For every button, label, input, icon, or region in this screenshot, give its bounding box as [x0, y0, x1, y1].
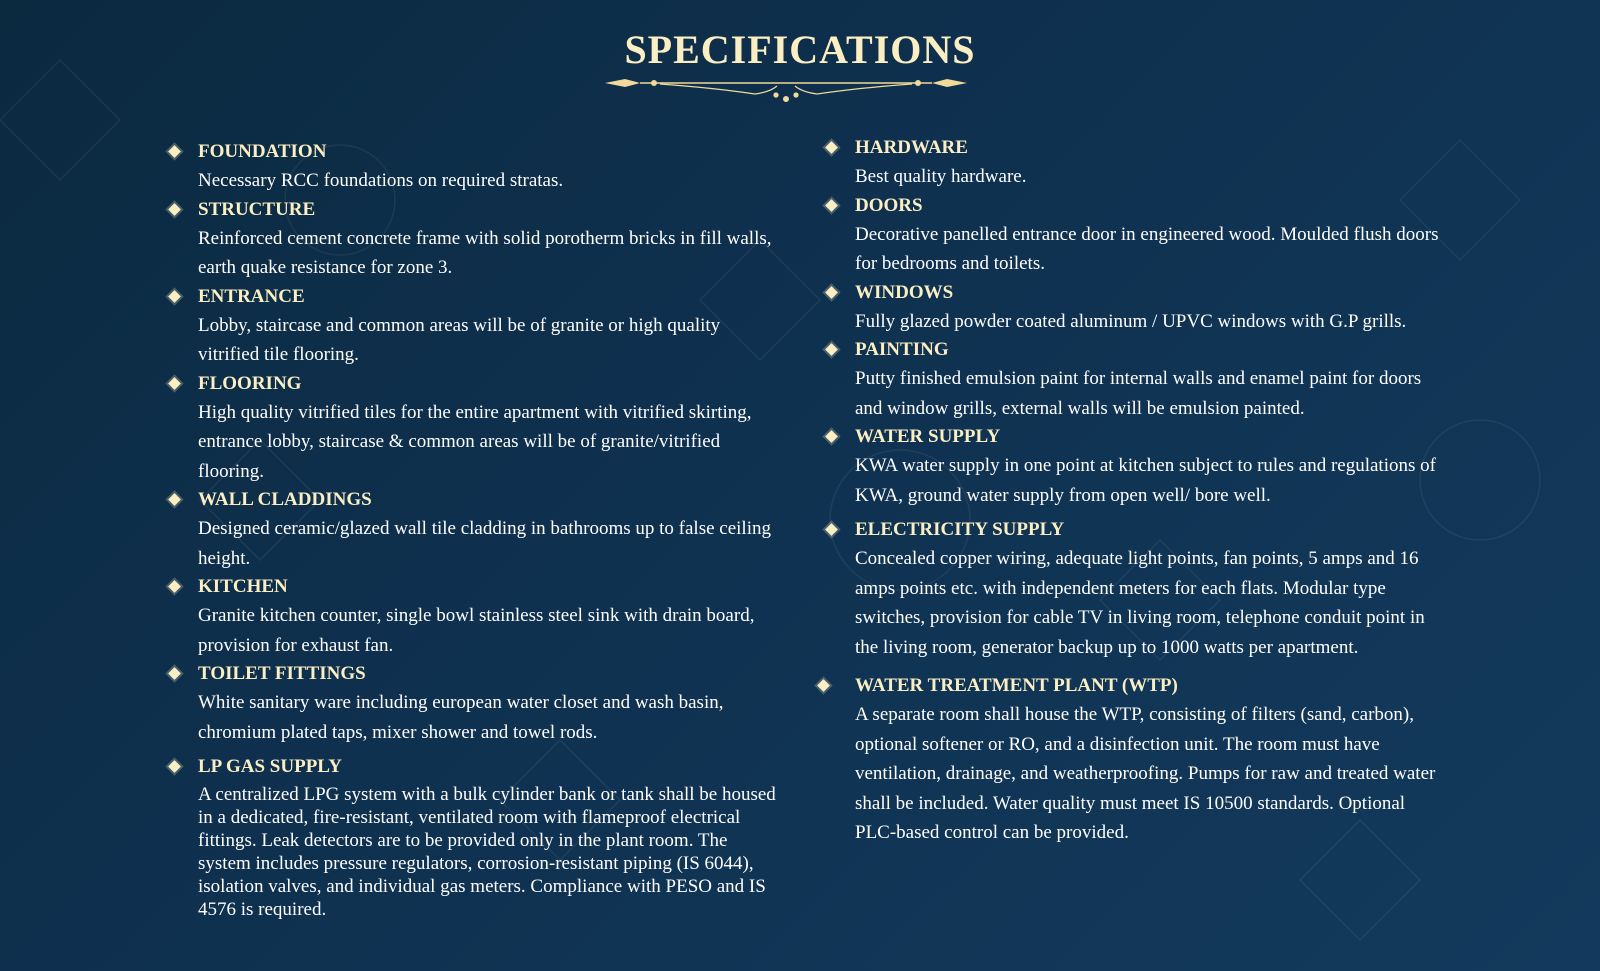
- diamond-bullet-icon: [825, 523, 838, 536]
- diamond-bullet-icon: [825, 343, 838, 356]
- spec-title: KITCHEN: [198, 576, 288, 597]
- diamond-bullet-icon: [168, 290, 181, 303]
- spec-description: High quality vitrified tiles for the entire apartment with vitrified skirting, entrance lobby, staircase & common areas will be of granite/vitrified flooring.: [198, 401, 752, 482]
- spec-description: Decorative panelled entrance door in engineered wood. Moulded flush doors for bedrooms and toilets.: [855, 223, 1439, 274]
- spec-item-foundation: [168, 138, 778, 196]
- diamond-bullet-icon: [168, 667, 181, 680]
- spec-item-hardware: [825, 134, 1445, 192]
- spec-description: Designed ceramic/glazed wall tile cladding in bathrooms up to false ceiling height.: [198, 518, 771, 569]
- spec-title: WALL CLADDINGS: [198, 489, 372, 510]
- spec-description: Reinforced cement concrete frame with solid porotherm bricks in fill walls, earth quake resistance for zone 3.: [198, 227, 772, 278]
- spec-description: Lobby, staircase and common areas will be of granite or high quality vitrified tile flooring.: [198, 314, 721, 365]
- spec-description: Best quality hardware.: [855, 166, 1027, 187]
- diamond-bullet-icon: [825, 430, 838, 443]
- spec-title: PAINTING: [855, 339, 949, 360]
- spec-item-doors: [825, 192, 1445, 279]
- diamond-bullet-icon: [168, 760, 181, 773]
- spec-title: FLOORING: [198, 372, 302, 394]
- diamond-bullet-icon: [168, 493, 181, 506]
- page-title: SPECIFICATIONS: [624, 27, 976, 72]
- spec-title: HARDWARE: [855, 137, 968, 158]
- spec-description: White sanitary ware including european water closet and wash basin, chromium plated taps, mixer shower and towel rods.: [198, 692, 724, 743]
- spec-item-wall-claddings: [168, 486, 778, 573]
- spec-title: STRUCTURE: [198, 198, 316, 220]
- spec-item-water-supply: [825, 423, 1445, 510]
- spec-title: LP GAS SUPPLY: [198, 756, 342, 777]
- right-specs-column: [825, 134, 1445, 848]
- spec-title: ENTRANCE: [198, 285, 305, 307]
- spec-item-electricity-supply: [825, 516, 1445, 662]
- left-specs-column: [168, 138, 778, 921]
- spec-description: Necessary RCC foundations on required stratas.: [198, 170, 564, 191]
- diamond-bullet-icon: [825, 286, 838, 299]
- spec-description: A separate room shall house the WTP, consisting of filters (sand, carbon), optional softener or RO, and a disinfection unit. The room must have ventilation, drainage, and weatherproofing. Pumps for raw and treated water shall be included. Water quality must meet IS 10500 standards. Optional PLC-based control can be provided.: [855, 704, 1436, 843]
- spec-description: Granite kitchen counter, single bowl stainless steel sink with drain board, provision for exhaust fan.: [198, 605, 755, 656]
- spec-item-toilet-fittings: [168, 660, 778, 747]
- spec-title: TOILET FITTINGS: [198, 663, 366, 684]
- spec-title: WINDOWS: [855, 281, 954, 303]
- spec-item-structure: [168, 196, 778, 283]
- spec-title: ELECTRICITY SUPPLY: [855, 519, 1065, 540]
- spec-description: Putty finished emulsion paint for internal walls and enamel paint for doors and window grills, external walls will be emulsion painted.: [855, 368, 1422, 419]
- diamond-bullet-icon: [168, 145, 181, 158]
- spec-item-entrance: [168, 283, 778, 370]
- spec-item-water-treatment-plant: [825, 672, 1445, 848]
- spec-title: DOORS: [855, 194, 923, 216]
- spec-title: FOUNDATION: [198, 141, 327, 162]
- spec-item-painting: [825, 336, 1445, 423]
- title-ornament: [605, 74, 967, 106]
- diamond-bullet-icon: [817, 679, 830, 692]
- diamond-bullet-icon: [825, 141, 838, 154]
- spec-item-flooring: [168, 370, 778, 487]
- spec-title: WATER SUPPLY: [855, 426, 1001, 447]
- spec-description: A centralized LPG system with a bulk cylinder bank or tank shall be housed in a dedicated, fire-resistant, ventilated room with flameproof electrical fittings. Leak detectors are to be provided only in the plant room. The system includes pressure regulators, corrosion-resistant piping (IS 6044), isolation valves, and individual gas meters. Compliance with PESO and IS 4576 is required.: [198, 784, 776, 920]
- spec-description: Concealed copper wiring, adequate light points, fan points, 5 amps and 16 amps points etc. with independent meters for each flats. Modular type switches, provision for cable TV in living room, telephone conduit point in the living room, generator backup up to 1000 watts per apartment.: [855, 548, 1425, 658]
- spec-title: WATER TREATMENT PLANT (WTP): [855, 675, 1178, 696]
- diamond-bullet-icon: [825, 199, 838, 212]
- diamond-bullet-icon: [168, 377, 181, 390]
- spec-item-kitchen: [168, 573, 778, 660]
- spec-item-lp-gas-supply: [168, 753, 778, 921]
- spec-description: KWA water supply in one point at kitchen subject to rules and regulations of KWA, ground water supply from open well/ bore well.: [855, 455, 1436, 506]
- diamond-bullet-icon: [168, 203, 181, 216]
- spec-description: Fully glazed powder coated aluminum / UPVC windows with G.P grills.: [855, 310, 1407, 332]
- spec-item-windows: [825, 279, 1445, 337]
- diamond-bullet-icon: [168, 580, 181, 593]
